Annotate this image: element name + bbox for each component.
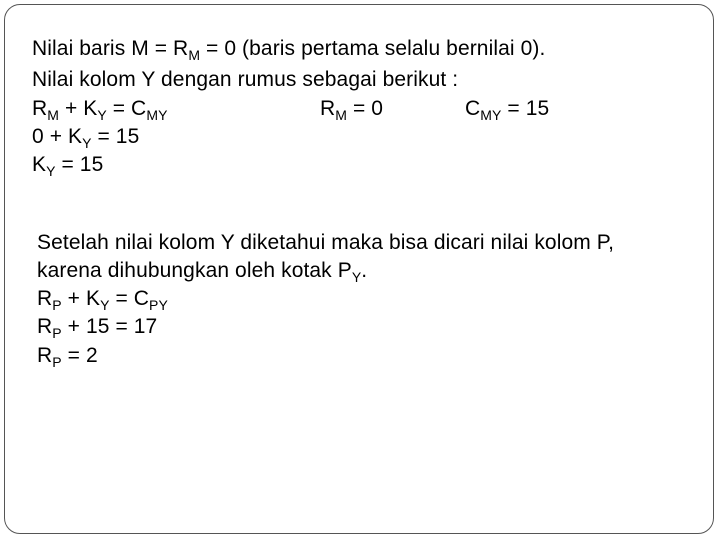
equation-rp-plus-15: $R_P + 15 = 17$ (37, 315, 158, 341)
equation-ky-result: $K_Y = 15$ (32, 153, 104, 179)
row-kolom-y-intro: Nilai kolom Y dengan rumus sebagai berikut : (32, 68, 459, 91)
equation-rp-result: $R_P = 2$ (37, 344, 98, 370)
equation-rm-value: $R_M = 0$ (320, 97, 384, 123)
row-setelah-nilai: Setelah nilai kolom Y diketahui maka bisa dicari nilai kolom P, (37, 231, 615, 254)
equation-zero-plus-ky: $0 + K_Y = 15$ (32, 125, 140, 151)
equation-cmy-value: $C_{MY} = 15$ (465, 97, 550, 123)
row-baris-m: Nilai baris $M = R_M = 0$ (baris pertama selalu bernilai 0). (32, 37, 546, 63)
row-karena-dihubungkan: karena dihubungkan oleh kotak $P_Y$. (37, 259, 368, 285)
equation-rm-ky-cmy: $R_M + K_Y = C_{MY}$ (32, 97, 168, 123)
equation-rp-ky-cpy: $R_P + K_Y = C_{PY}$ (37, 287, 168, 313)
